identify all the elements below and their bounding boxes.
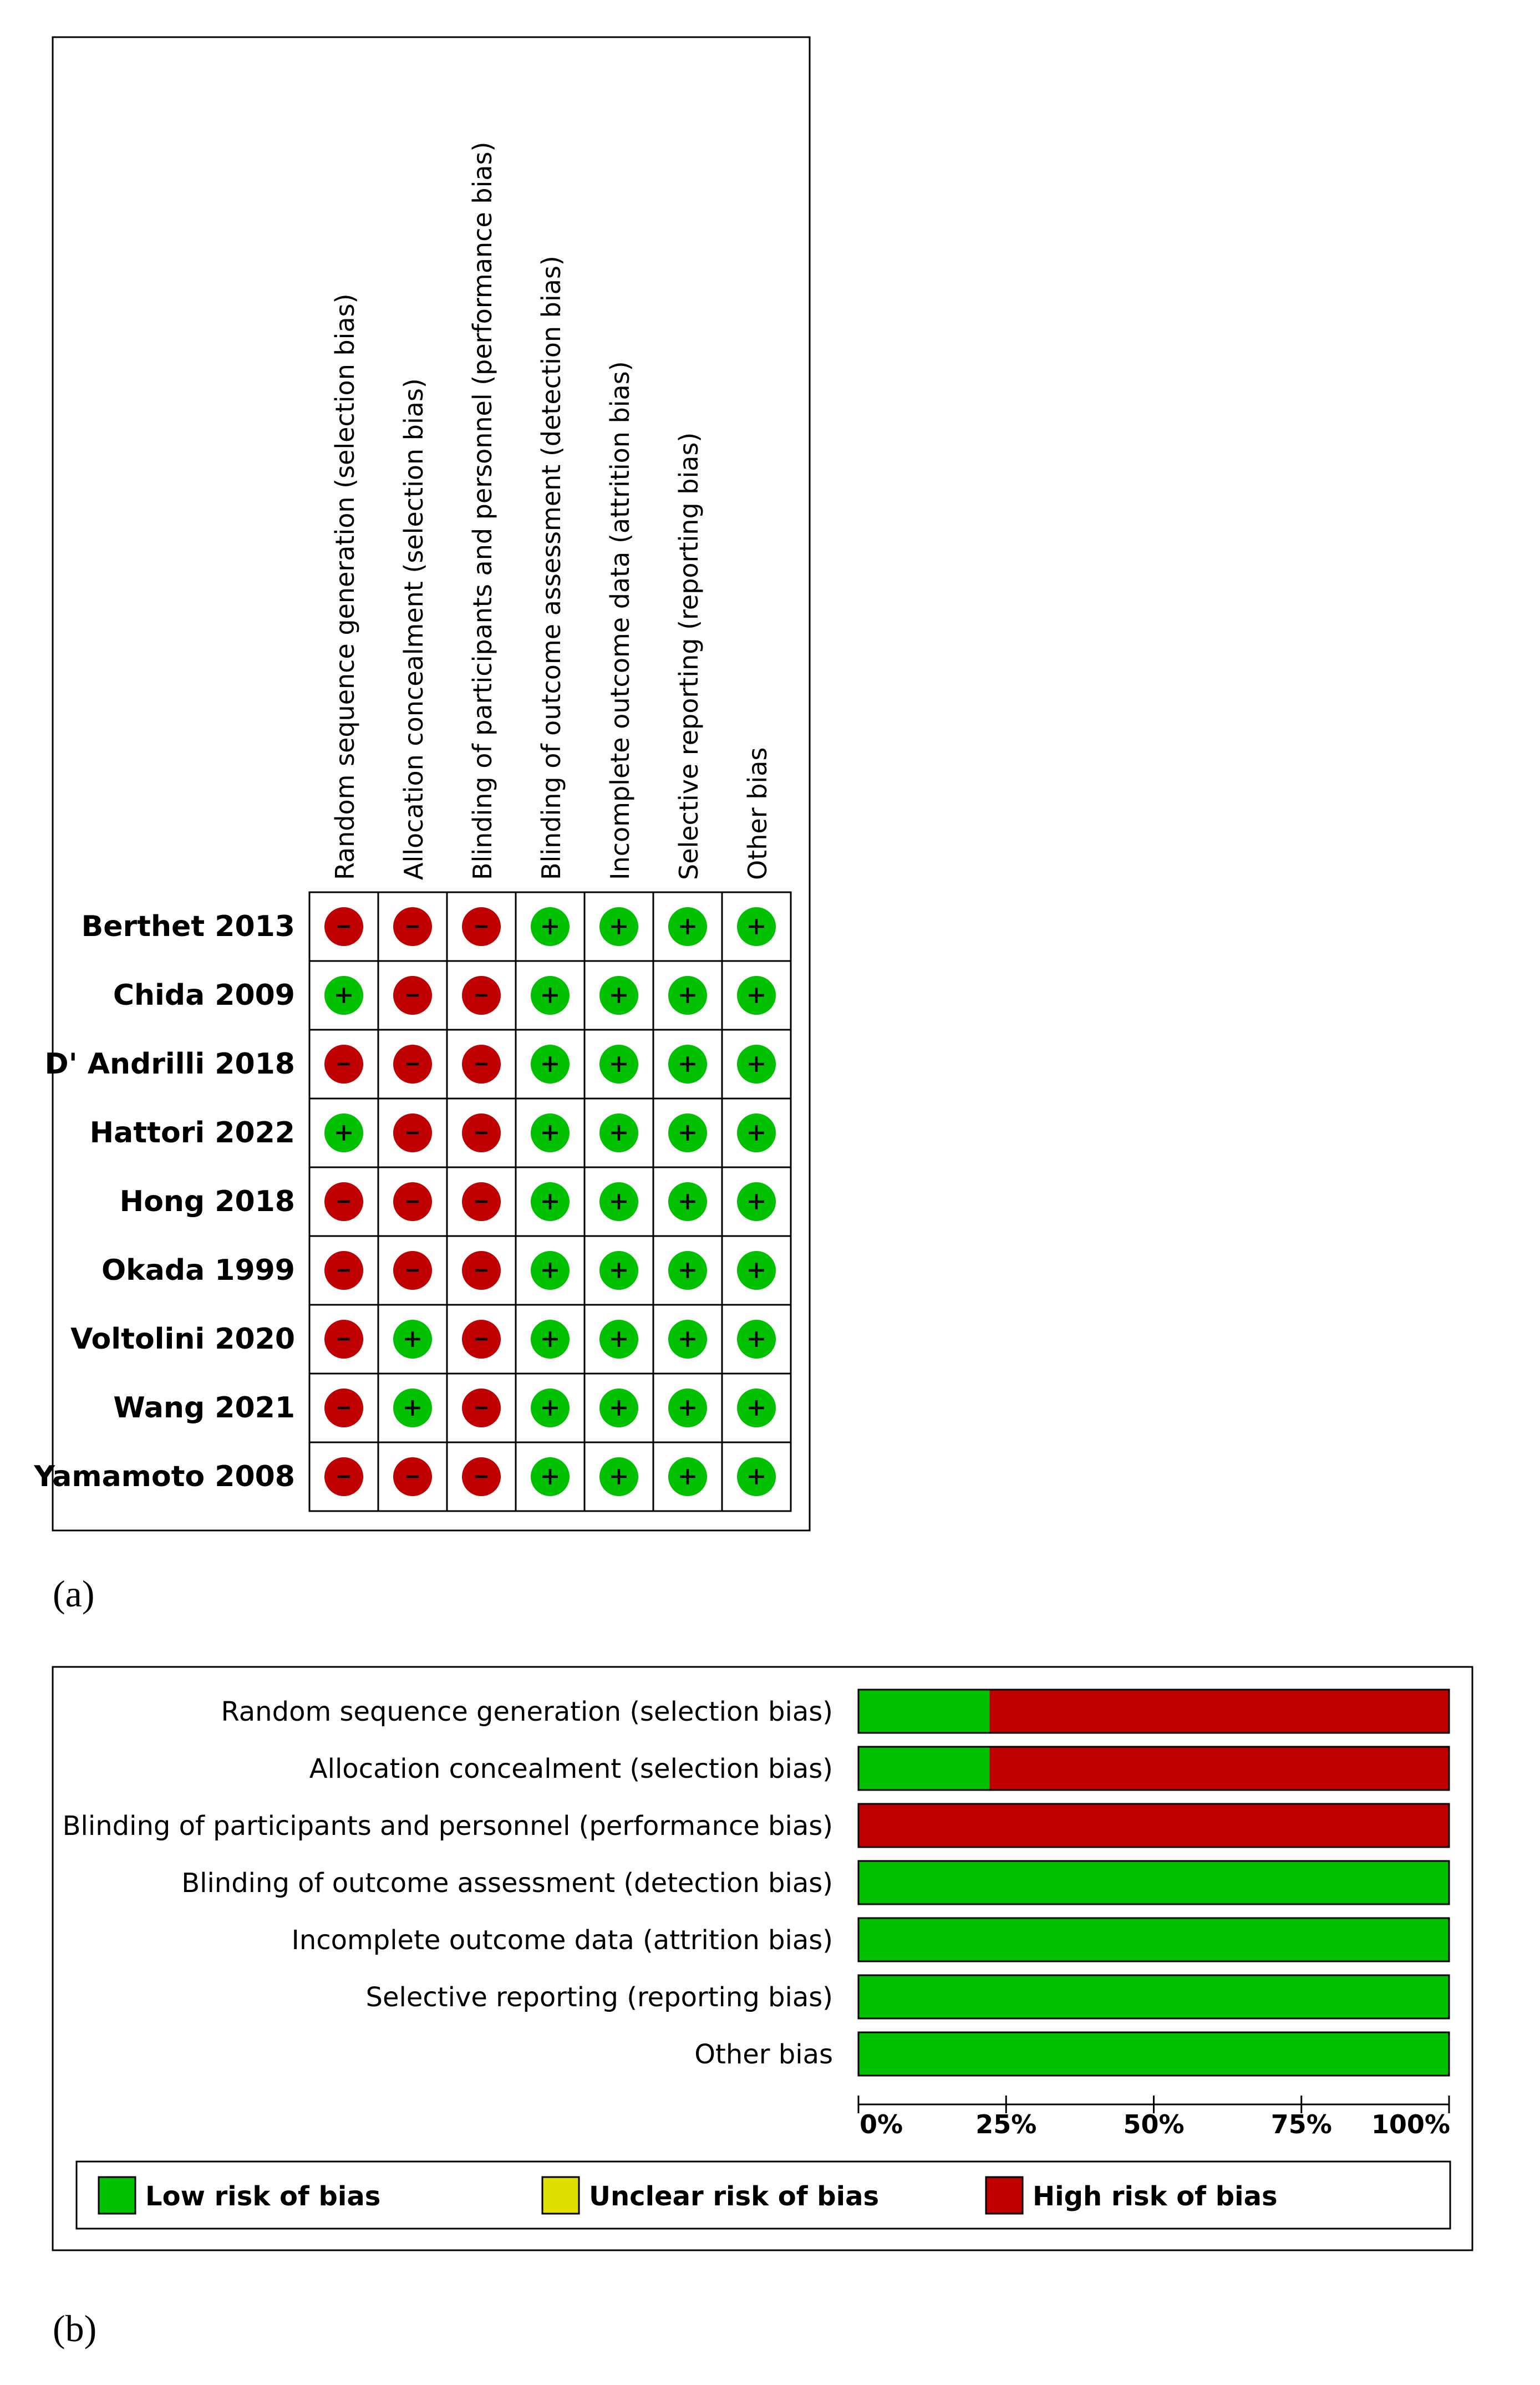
- low-risk-icon: [599, 1389, 638, 1427]
- high-risk-icon: [462, 1113, 501, 1152]
- x-tick-label: 0%: [860, 2109, 903, 2139]
- low-risk-icon: [737, 1320, 776, 1359]
- low-risk-icon: [531, 1251, 570, 1290]
- low-risk-icon: [531, 976, 570, 1015]
- low-risk-icon: [668, 1389, 707, 1427]
- column-header: Allocation concealment (selection bias): [399, 378, 429, 880]
- category-label: Other bias: [694, 2039, 833, 2070]
- legend-label: High risk of bias: [1033, 2181, 1278, 2212]
- column-header: Other bias: [743, 747, 772, 880]
- high-risk-icon: [393, 1045, 432, 1084]
- legend-label: Low risk of bias: [145, 2181, 381, 2212]
- high-risk-icon: [462, 976, 501, 1015]
- low-risk-icon: [531, 1457, 570, 1496]
- high-risk-icon: [324, 1182, 363, 1221]
- x-tick-label: 100%: [1371, 2109, 1450, 2139]
- column-header: Blinding of participants and personnel (performance bias): [467, 141, 497, 880]
- high-risk-icon: [393, 907, 432, 946]
- low-risk-icon: [668, 1182, 707, 1221]
- low-risk-icon: [737, 907, 776, 946]
- legend-swatch: [99, 2177, 135, 2214]
- low-risk-icon: [599, 1182, 638, 1221]
- low-risk-icon: [668, 1457, 707, 1496]
- x-tick-label: 50%: [1123, 2109, 1185, 2139]
- low-risk-icon: [668, 907, 707, 946]
- low-risk-icon: [668, 976, 707, 1015]
- bar-segment: [858, 1804, 1449, 1847]
- column-header: Random sequence generation (selection bias): [330, 293, 360, 880]
- study-label: D' Andrilli 2018: [44, 1047, 295, 1081]
- study-label: Chida 2009: [113, 979, 295, 1012]
- low-risk-icon: [737, 1389, 776, 1427]
- panel-a-label: (a): [53, 1573, 95, 1615]
- low-risk-icon: [668, 1320, 707, 1359]
- category-label: Allocation concealment (selection bias): [309, 1753, 833, 1784]
- low-risk-icon: [599, 1251, 638, 1290]
- study-label: Wang 2021: [113, 1391, 295, 1425]
- bar-segment: [989, 1747, 1449, 1790]
- low-risk-icon: [599, 1113, 638, 1152]
- bar-segment: [858, 1975, 1449, 2018]
- risk-of-bias-graph-panel: [53, 1667, 1472, 2250]
- high-risk-icon: [324, 1389, 363, 1427]
- low-risk-icon: [668, 1045, 707, 1084]
- bar-segment: [858, 1861, 1449, 1904]
- low-risk-icon: [599, 976, 638, 1015]
- study-label: Okada 1999: [101, 1254, 295, 1287]
- low-risk-icon: [531, 1320, 570, 1359]
- low-risk-icon: [531, 1045, 570, 1084]
- low-risk-icon: [599, 1457, 638, 1496]
- low-risk-icon: [393, 1389, 432, 1427]
- low-risk-icon: [324, 976, 363, 1015]
- high-risk-icon: [324, 1251, 363, 1290]
- study-label: Yamamoto 2008: [34, 1460, 295, 1493]
- high-risk-icon: [462, 1182, 501, 1221]
- low-risk-icon: [737, 1113, 776, 1152]
- bar-segment: [858, 1690, 989, 1733]
- high-risk-icon: [462, 1457, 501, 1496]
- study-label: Berthet 2013: [81, 910, 295, 943]
- low-risk-icon: [531, 1389, 570, 1427]
- low-risk-icon: [737, 976, 776, 1015]
- study-label: Hong 2018: [119, 1185, 295, 1218]
- low-risk-icon: [668, 1113, 707, 1152]
- category-label: Incomplete outcome data (attrition bias): [291, 1925, 833, 1956]
- low-risk-icon: [531, 1182, 570, 1221]
- panel-b-label: (b): [53, 2307, 97, 2350]
- high-risk-icon: [393, 1182, 432, 1221]
- x-tick-label: 25%: [975, 2109, 1037, 2139]
- high-risk-icon: [393, 976, 432, 1015]
- high-risk-icon: [324, 1457, 363, 1496]
- low-risk-icon: [599, 1045, 638, 1084]
- low-risk-icon: [737, 1182, 776, 1221]
- category-label: Selective reporting (reporting bias): [365, 1982, 833, 2013]
- low-risk-icon: [324, 1113, 363, 1152]
- low-risk-icon: [531, 907, 570, 946]
- legend-swatch: [542, 2177, 579, 2214]
- low-risk-icon: [531, 1113, 570, 1152]
- high-risk-icon: [462, 1045, 501, 1084]
- column-header: Selective reporting (reporting bias): [674, 432, 704, 880]
- high-risk-icon: [324, 907, 363, 946]
- low-risk-icon: [668, 1251, 707, 1290]
- category-label: Random sequence generation (selection bias): [221, 1696, 833, 1727]
- high-risk-icon: [393, 1113, 432, 1152]
- bar-segment: [858, 1918, 1449, 1961]
- high-risk-icon: [462, 1320, 501, 1359]
- low-risk-icon: [393, 1320, 432, 1359]
- x-tick-label: 75%: [1270, 2109, 1332, 2139]
- low-risk-icon: [737, 1457, 776, 1496]
- low-risk-icon: [737, 1251, 776, 1290]
- category-label: Blinding of participants and personnel (performance bias): [62, 1811, 833, 1842]
- low-risk-icon: [737, 1045, 776, 1084]
- study-label: Voltolini 2020: [70, 1323, 295, 1356]
- column-header: Blinding of outcome assessment (detection bias): [536, 256, 566, 880]
- column-header: Incomplete outcome data (attrition bias): [605, 361, 635, 880]
- bar-segment: [858, 2032, 1449, 2076]
- low-risk-icon: [599, 907, 638, 946]
- legend-label: Unclear risk of bias: [589, 2181, 880, 2212]
- high-risk-icon: [393, 1457, 432, 1496]
- legend-swatch: [986, 2177, 1023, 2214]
- bar-segment: [858, 1747, 989, 1790]
- high-risk-icon: [324, 1045, 363, 1084]
- risk-of-bias-summary-panel: [33, 37, 810, 1530]
- high-risk-icon: [393, 1251, 432, 1290]
- bar-segment: [989, 1690, 1449, 1733]
- study-label: Hattori 2022: [89, 1116, 295, 1150]
- category-label: Blinding of outcome assessment (detection bias): [181, 1868, 833, 1899]
- high-risk-icon: [324, 1320, 363, 1359]
- high-risk-icon: [462, 1251, 501, 1290]
- low-risk-icon: [599, 1320, 638, 1359]
- high-risk-icon: [462, 907, 501, 946]
- high-risk-icon: [462, 1389, 501, 1427]
